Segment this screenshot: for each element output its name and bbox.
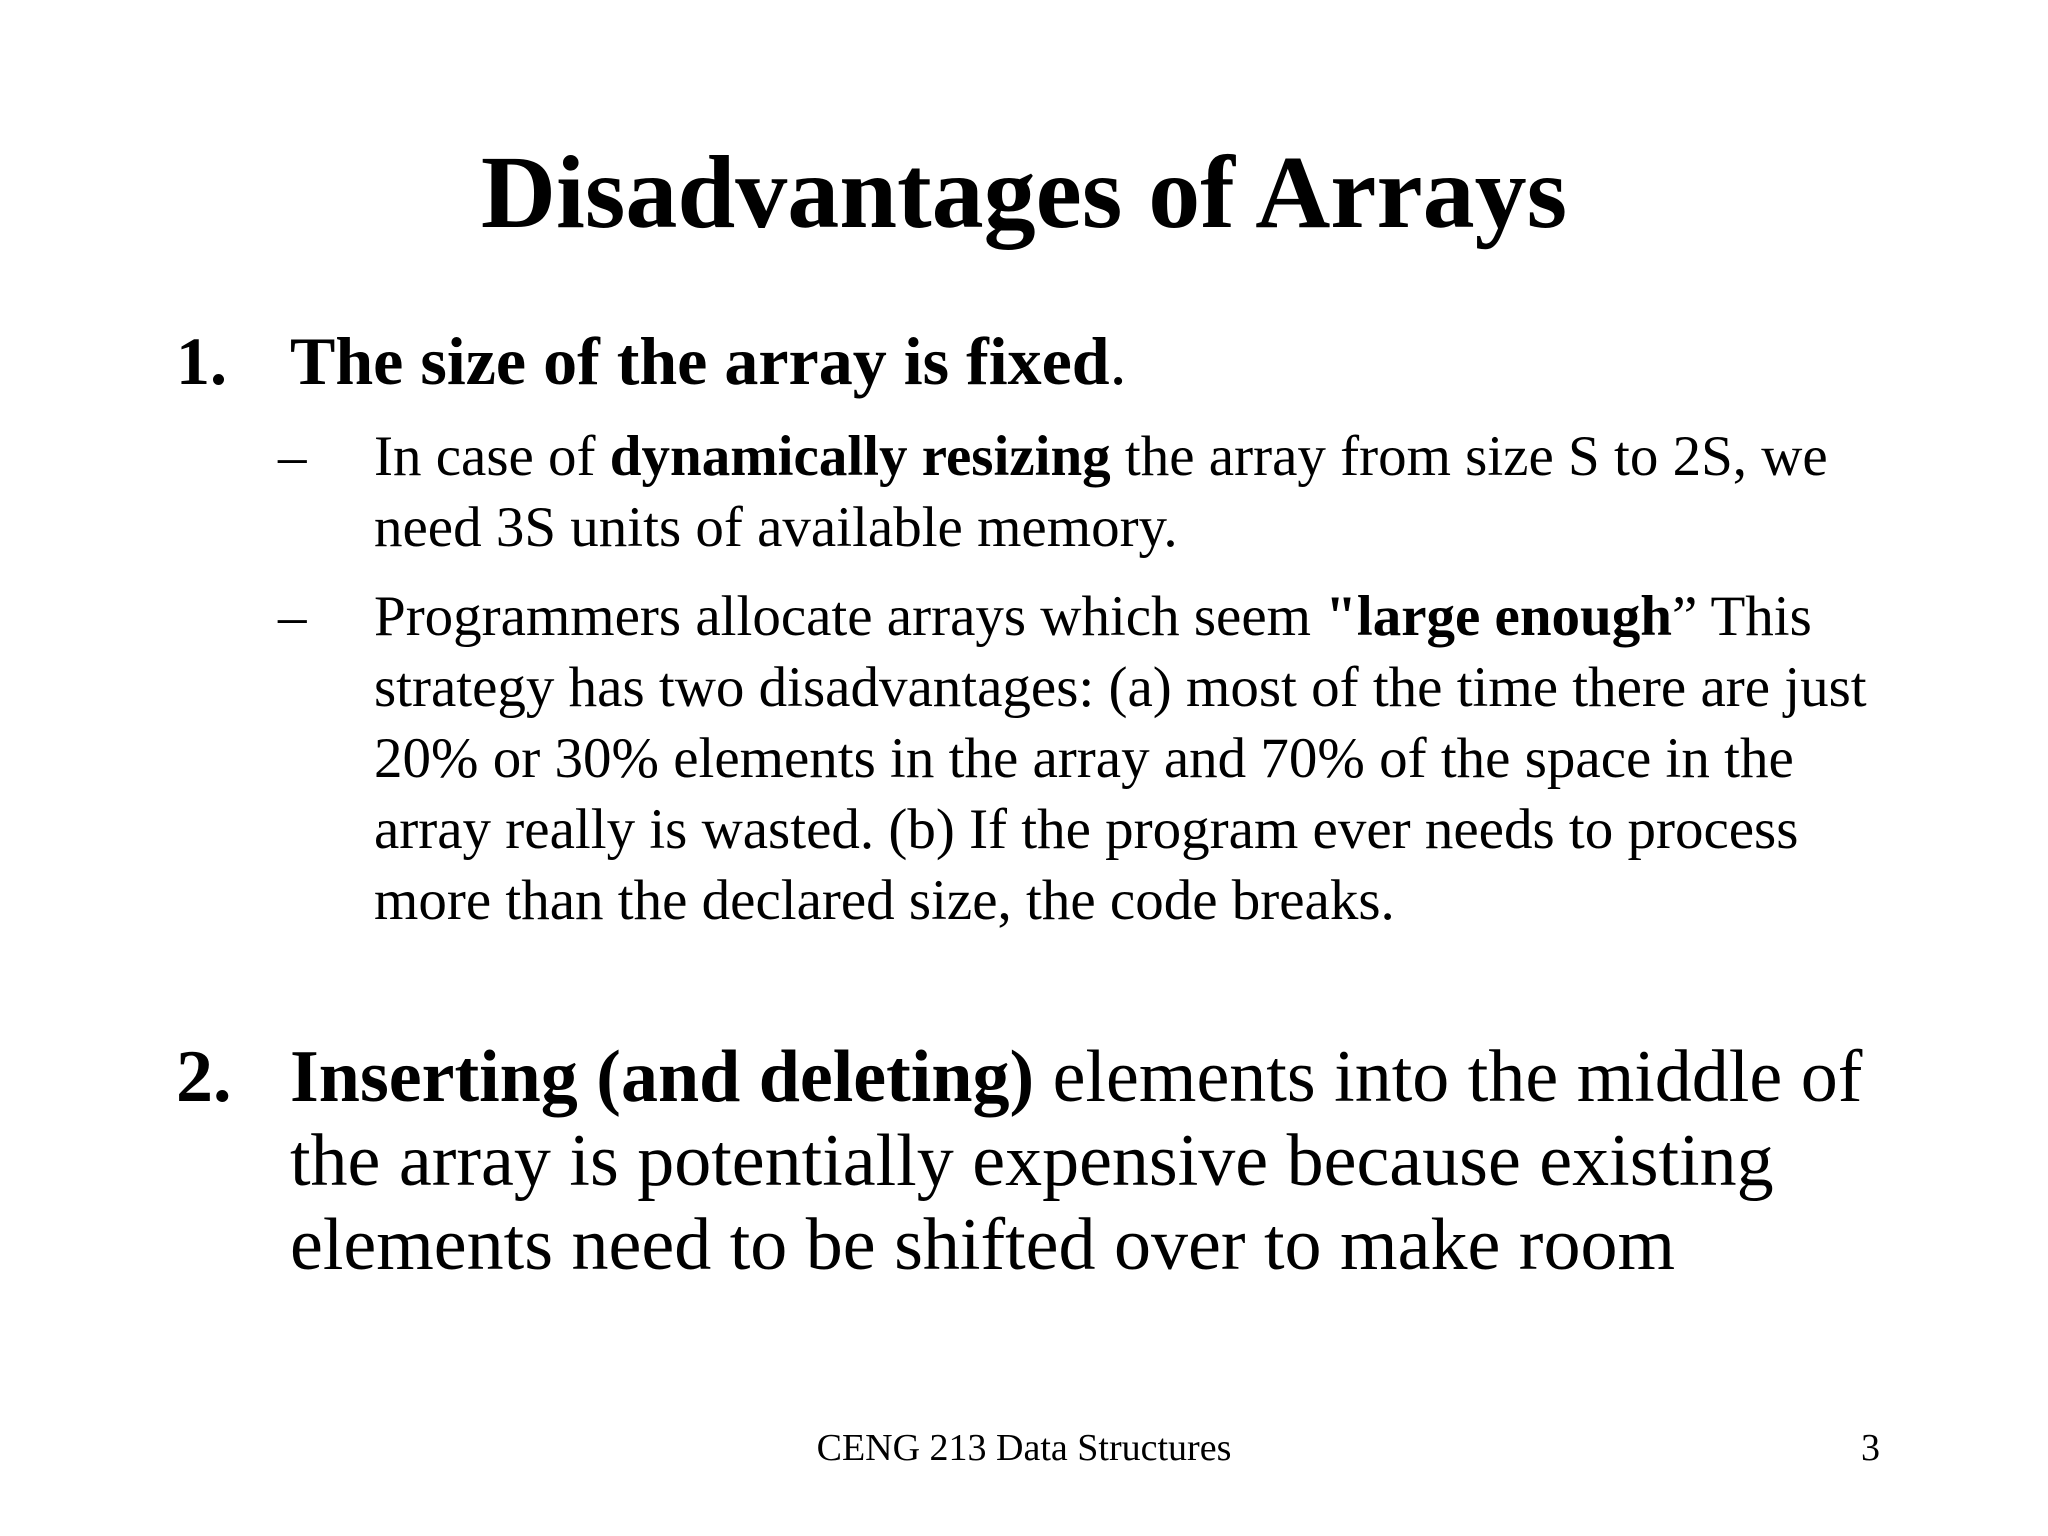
item-number: 1. xyxy=(176,323,227,399)
sub-item-pre-text: In case of xyxy=(374,425,610,488)
sub-item-bold-text: dynamically resizing xyxy=(609,425,1111,488)
sub-item-pre-text: Programmers allocate arrays which seem xyxy=(374,585,1326,648)
sub-item-post-text: ” This strategy has two disadvantages: (a) most of the time there are just 20% or 30% elements in the array and 70% of the space in the array really is wasted. (b) If the program ever needs to process more than the declared size, the code breaks. xyxy=(374,585,1867,932)
sub-item-text xyxy=(374,421,1874,563)
sub-item-post-text: the array from size S to 2S, we need 3S units of available memory. xyxy=(374,425,1828,559)
item-number: 2. xyxy=(176,1036,232,1118)
item-rest-text: elements into the middle of the array is potentially expensive because existing elements need to be shifted over to make room xyxy=(290,1036,1863,1286)
sub-item-dash: – xyxy=(278,585,307,648)
sub-item-text xyxy=(374,581,1874,936)
item-text xyxy=(290,320,1890,402)
sub-item-bold-text: "large enough xyxy=(1325,585,1672,648)
sub-item-dash: – xyxy=(278,425,307,488)
item-bold-text: Inserting (and deleting) xyxy=(290,1036,1035,1118)
page-number: 3 xyxy=(1861,1427,1880,1469)
item-text xyxy=(290,1035,1910,1287)
item-bold-text: The size of the array is fixed xyxy=(290,323,1110,399)
footer-course-title: CENG 213 Data Structures xyxy=(816,1427,1232,1469)
item-rest-text: . xyxy=(1109,323,1127,399)
slide-title: Disadvantages of Arrays xyxy=(480,135,1568,250)
